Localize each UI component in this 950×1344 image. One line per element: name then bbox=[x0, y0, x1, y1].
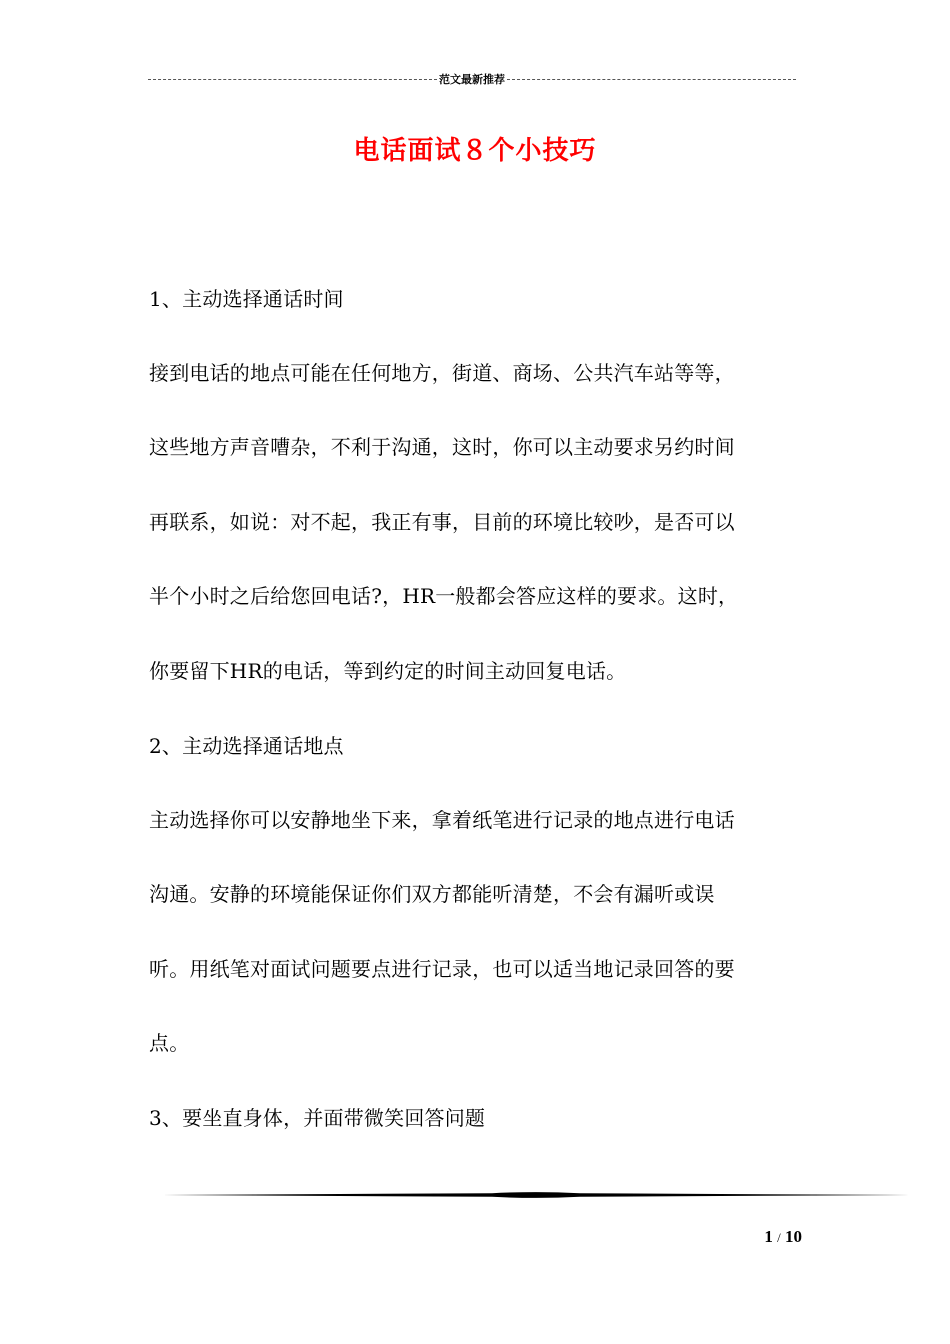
paragraph-line: 你要留下HR的电话，等到约定的时间主动回复电话。 bbox=[149, 659, 627, 683]
paragraph-line: 听。用纸笔对面试问题要点进行记录，也可以适当地记录回答的要 bbox=[149, 957, 735, 981]
header-label: 范文最新推荐 bbox=[439, 73, 505, 86]
page-separator: / bbox=[777, 1230, 781, 1245]
header-dash-left bbox=[148, 79, 437, 80]
header-dash-right bbox=[507, 79, 796, 80]
page-total: 10 bbox=[785, 1227, 802, 1246]
section-heading-3: 3、要坐直身体，并面带微笑回答问题 bbox=[149, 1106, 486, 1130]
section-heading-2: 2、主动选择通话地点 bbox=[149, 734, 344, 758]
document-title: 电话面试８个小技巧 bbox=[353, 136, 597, 166]
paragraph-line: 沟通。安静的环境能保证你们双方都能听清楚，不会有漏听或误 bbox=[149, 882, 715, 906]
section-heading-1: 1、主动选择通话时间 bbox=[149, 287, 344, 311]
paragraph-line: 这些地方声音嘈杂，不利于沟通，这时，你可以主动要求另约时间 bbox=[149, 435, 735, 459]
page-header bbox=[148, 72, 796, 86]
page-current: 1 bbox=[764, 1227, 773, 1246]
paragraph-line: 再联系，如说：对不起，我正有事，目前的环境比较吵，是否可以 bbox=[149, 510, 735, 534]
footer-rule bbox=[162, 1188, 910, 1202]
paragraph-line: 半个小时之后给您回电话?，HR一般都会答应这样的要求。这时， bbox=[149, 584, 739, 608]
page-number bbox=[720, 1227, 802, 1247]
paragraph-line: 主动选择你可以安静地坐下来，拿着纸笔进行记录的地点进行电话 bbox=[149, 808, 735, 832]
paragraph-line: 点。 bbox=[149, 1031, 190, 1055]
paragraph-line: 接到电话的地点可能在任何地方，街道、商场、公共汽车站等等， bbox=[149, 361, 735, 385]
